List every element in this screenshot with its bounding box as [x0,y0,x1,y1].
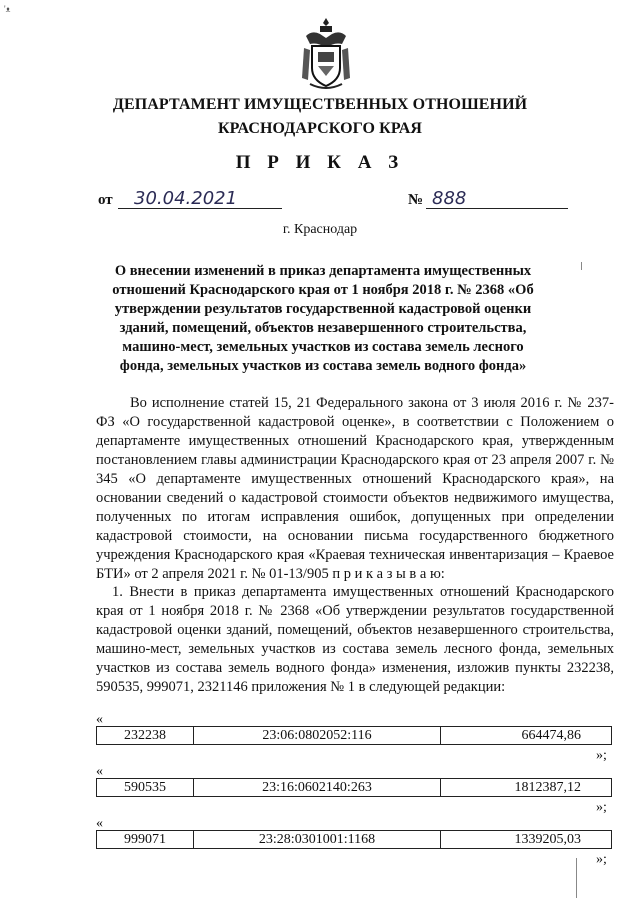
margin-mark [581,262,582,270]
coat-of-arms-icon [296,14,356,94]
row-number: 590535 [97,779,194,797]
document-type: П Р И К А З [235,152,405,173]
quote-open: « [96,816,103,831]
quote-close: »; [596,800,607,815]
cadastral-value: 1812387,12 [441,779,612,797]
department-name-line2: КРАСНОДАРСКОГО КРАЯ [217,120,423,137]
number-label: № [408,192,424,208]
paragraph-item-1: 1. Внести в приказ департамента имущественных отношений Краснодарского края от 1 ноября 2018 г. № 2368 «Об утверждении результатов государственной кадастровой оценки зданий, помещений, объектов незавершенного строительства, машино-мест, земельных участков из состава земель лесного фонда, земельных участков из состава земель водного фонда» изменения, изложив пункты 232238, 590535, 999071, 2321146 приложения № 1 в следующей редакции: [96,584,614,695]
cadastral-value: 1339205,03 [441,831,612,849]
corner-mark: 'ᴥ [4,4,11,14]
quote-close: »; [596,852,607,867]
date-value: 30.04.2021 [118,188,282,209]
table-row [96,830,612,849]
quote-open: « [96,764,103,779]
row-number: 999071 [97,831,194,849]
row-number: 232238 [97,727,194,745]
document-title: О внесении изменений в приказ департамента имущественных отношений Краснодарского края от 1 ноября 2018 г. № 2368 «Об утверждении результатов государственной кадастровой оценки зданий, помещений, объектов незавершенного строительства, машино-мест, земельных участков из состава земель лесного фонда, земельных участков из состава земель водного фонда» [112,263,534,374]
table-row [96,726,612,745]
date-label: от [98,192,113,208]
paragraph-preamble: Во исполнение статей 15, 21 Федерального закона от 3 июля 2016 г. № 237-ФЗ «О государственной кадастровой оценке», в соответствии с Положением о департаменте имущественных отношений Краснодарского края, утвержденным постановлением главы администрации Краснодарского края от 23 апреля 2007 г. № 345 «О департаменте имущественных отношений Краснодарского края», на основании сведений о кадастровой стоимости объектов недвижимого имущества, полученных по итогам исправления ошибок, допущенных при определении кадастровой стоимости, на основании письма государственного бюджетного учреждения Краснодарского края «Краевая техническая инвентаризация – Краевое БТИ» от 2 апреля 2021 г. № 01-13/905 п р и к а з ы в а ю: [96,395,614,582]
quote-open: « [96,712,103,727]
department-name-line1: ДЕПАРТАМЕНТ ИМУЩЕСТВЕННЫХ ОТНОШЕНИЙ [112,96,528,113]
margin-line [576,858,577,898]
cadastral-value: 664474,86 [441,727,612,745]
cadastral-number: 23:06:0802052:116 [194,727,441,745]
number-value: 888 [426,188,568,209]
date-number-row [0,188,640,216]
city: г. Краснодар [282,222,358,237]
table-row [96,778,612,797]
quote-close: »; [596,748,607,763]
cadastral-number: 23:16:0602140:263 [194,779,441,797]
cadastral-number: 23:28:0301001:1168 [194,831,441,849]
